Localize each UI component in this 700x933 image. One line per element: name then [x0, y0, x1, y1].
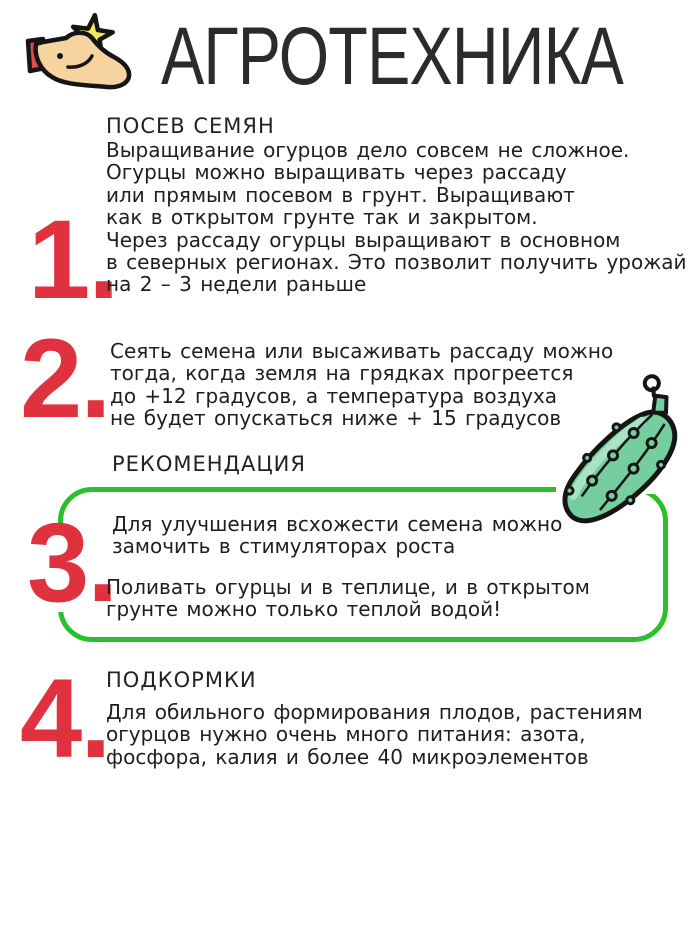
cucumber-bump	[656, 460, 666, 470]
cucumber-bump	[625, 495, 635, 505]
cucumber-icon	[548, 398, 698, 548]
text-line: Для обильного формирования плодов, растениям	[106, 700, 643, 724]
text-line: в северных регионах. Это позволит получить урожай	[106, 250, 687, 275]
section-heading-recommendation: РЕКОМЕНДАЦИЯ	[112, 452, 306, 476]
hand-shape	[36, 33, 129, 87]
text-line: тогда, когда земля на грядках прогреется	[110, 361, 574, 386]
step-number-2: 2.	[20, 316, 110, 441]
section-heading-sowing: ПОСЕВ СЕМЯН	[106, 114, 275, 138]
cucumber-bump	[582, 453, 592, 463]
text-line: Через рассаду огурцы выращивают в основном	[106, 227, 621, 252]
text-line: Выращивание огурцов дело совсем не сложное.	[106, 138, 630, 162]
section-heading-feeding: ПОДКОРМКИ	[106, 668, 257, 692]
text-line: огурцов нужно очень много питания: азота,	[106, 722, 586, 747]
text-line: не будет опускаться ниже + 15 градусов	[110, 406, 562, 431]
recommendation-text-watering	[106, 576, 590, 621]
text-line: как в открытом грунте так и закрытом.	[106, 205, 538, 230]
text-line: или прямым посевом в грунт. Выращивают	[106, 182, 575, 207]
text-line: Для улучшения всхожести семена можно	[112, 512, 563, 536]
text-line: фосфора, калия и более 40 микроэлементов	[106, 744, 589, 769]
text-line: грунте можно только теплой водой!	[106, 597, 502, 622]
cucumber-bump	[565, 486, 575, 496]
step-number-3: 3.	[27, 500, 117, 625]
section-text-feeding	[106, 701, 643, 768]
recommendation-text-soaking	[112, 513, 562, 558]
page-title: АГРОТЕХНИКА	[161, 11, 624, 102]
step-number-1: 1.	[28, 197, 118, 322]
cucumber-bump	[612, 422, 622, 432]
text-line: Сеять семена или высаживать рассаду можно	[110, 339, 614, 363]
text-line: замочить в стимуляторах роста	[112, 534, 456, 559]
cucumber-body	[547, 401, 693, 534]
text-line: до +12 градусов, а температура воздуха	[110, 383, 558, 408]
text-line: Поливать огурцы и в теплице, и в открытом	[106, 575, 590, 599]
section-text-planting	[110, 340, 613, 430]
knuckle-dot	[57, 53, 63, 59]
step-number-4: 4.	[20, 656, 110, 781]
hand-giving-star-icon	[10, 6, 140, 111]
text-line: Огурцы можно выращивать через рассаду	[106, 160, 567, 185]
text-line: на 2 – 3 недели раньше	[106, 272, 367, 297]
section-text-sowing	[106, 139, 686, 296]
